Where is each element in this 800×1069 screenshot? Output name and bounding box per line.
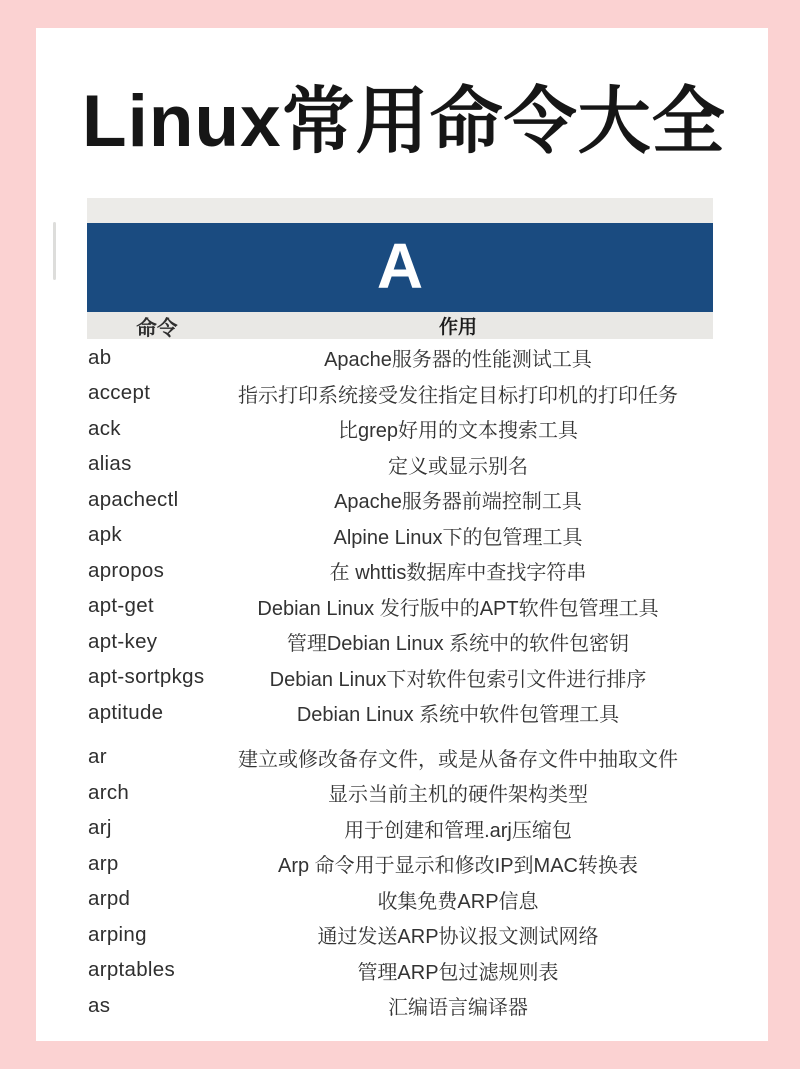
command-cell: alias	[88, 452, 132, 476]
table-row	[87, 740, 713, 776]
command-cell: apropos	[88, 558, 165, 582]
description-cell: Debian Linux 发行版中的APT软件包管理工具	[257, 597, 659, 620]
command-cell: ab	[88, 345, 112, 369]
description-cell: 定义或显示别名	[388, 455, 528, 478]
command-cell: ack	[88, 416, 121, 440]
command-cell: apt-get	[88, 594, 154, 618]
description-cell: 管理Debian Linux 系统中的软件包密钥	[286, 633, 630, 656]
command-table	[87, 198, 713, 1024]
table-row	[87, 988, 713, 1024]
command-cell: as	[88, 993, 111, 1017]
section-letter-bar	[87, 223, 713, 312]
table-row	[87, 695, 713, 731]
content-card	[36, 28, 768, 1041]
description-cell: 通过发送ARP协议报文测试网络	[317, 926, 599, 949]
description-cell: Alpine Linux下的包管理工具	[333, 526, 583, 549]
description-cell: Apache服务器的性能测试工具	[324, 349, 592, 372]
table-row	[87, 340, 713, 376]
command-cell: arch	[88, 780, 130, 804]
command-cell: aptitude	[88, 700, 164, 724]
command-cell: arj	[88, 816, 112, 840]
table-row	[87, 811, 713, 847]
command-cell: arpd	[88, 887, 131, 911]
table-row	[87, 775, 713, 811]
command-cell: ar	[88, 745, 107, 769]
scan-artifact-line	[53, 222, 56, 280]
table-row	[87, 447, 713, 483]
description-cell: 指示打印系统接受发往指定目标打印机的打印任务	[238, 384, 678, 407]
description-cell: 建立或修改备存文件，或是从备存文件中抽取文件	[238, 748, 678, 771]
description-cell: 显示当前主机的硬件架构类型	[328, 784, 588, 807]
description-cell: 比grep好用的文本搜索工具	[337, 420, 579, 443]
command-cell: arp	[88, 851, 119, 875]
table-row	[87, 411, 713, 447]
table-top-strip	[87, 198, 713, 223]
table-row	[87, 882, 713, 918]
command-cell: arping	[88, 922, 147, 946]
command-cell: apachectl	[88, 487, 179, 511]
command-cell: apt-key	[88, 629, 158, 653]
table-row	[87, 953, 713, 989]
table-row	[87, 917, 713, 953]
table-row	[87, 624, 713, 660]
command-cell: apk	[88, 523, 122, 547]
table-row	[87, 518, 713, 554]
column-header-command: 命令	[136, 316, 178, 340]
command-cell: arptables	[88, 958, 176, 982]
table-body	[87, 340, 713, 1024]
section-letter: A	[376, 229, 424, 302]
description-cell: 用于创建和管理.arj压缩包	[344, 819, 572, 842]
description-cell: Apache服务器前端控制工具	[334, 491, 582, 514]
table-row	[87, 660, 713, 696]
table-header-row	[87, 312, 713, 339]
description-cell: Debian Linux 系统中软件包管理工具	[296, 704, 620, 727]
table-row	[87, 846, 713, 882]
description-cell: 管理ARP包过滤规则表	[357, 961, 559, 984]
command-cell: apt-sortpkgs	[88, 665, 205, 689]
command-cell: accept	[88, 381, 151, 405]
description-cell: 在 whttis数据库中查找字符串	[329, 562, 587, 585]
column-header-description: 作用	[438, 317, 477, 338]
description-cell: Arp 命令用于显示和修改IP到MAC转换表	[277, 855, 639, 878]
description-cell: 收集免费ARP信息	[377, 890, 539, 913]
table-row	[87, 589, 713, 625]
description-cell: 汇编语言编译器	[388, 997, 528, 1020]
description-cell: Debian Linux下对软件包索引文件进行排序	[269, 668, 647, 691]
table-row	[87, 482, 713, 518]
table-row	[87, 376, 713, 412]
page-title: Linux常用命令大全	[82, 81, 726, 162]
table-row	[87, 553, 713, 589]
